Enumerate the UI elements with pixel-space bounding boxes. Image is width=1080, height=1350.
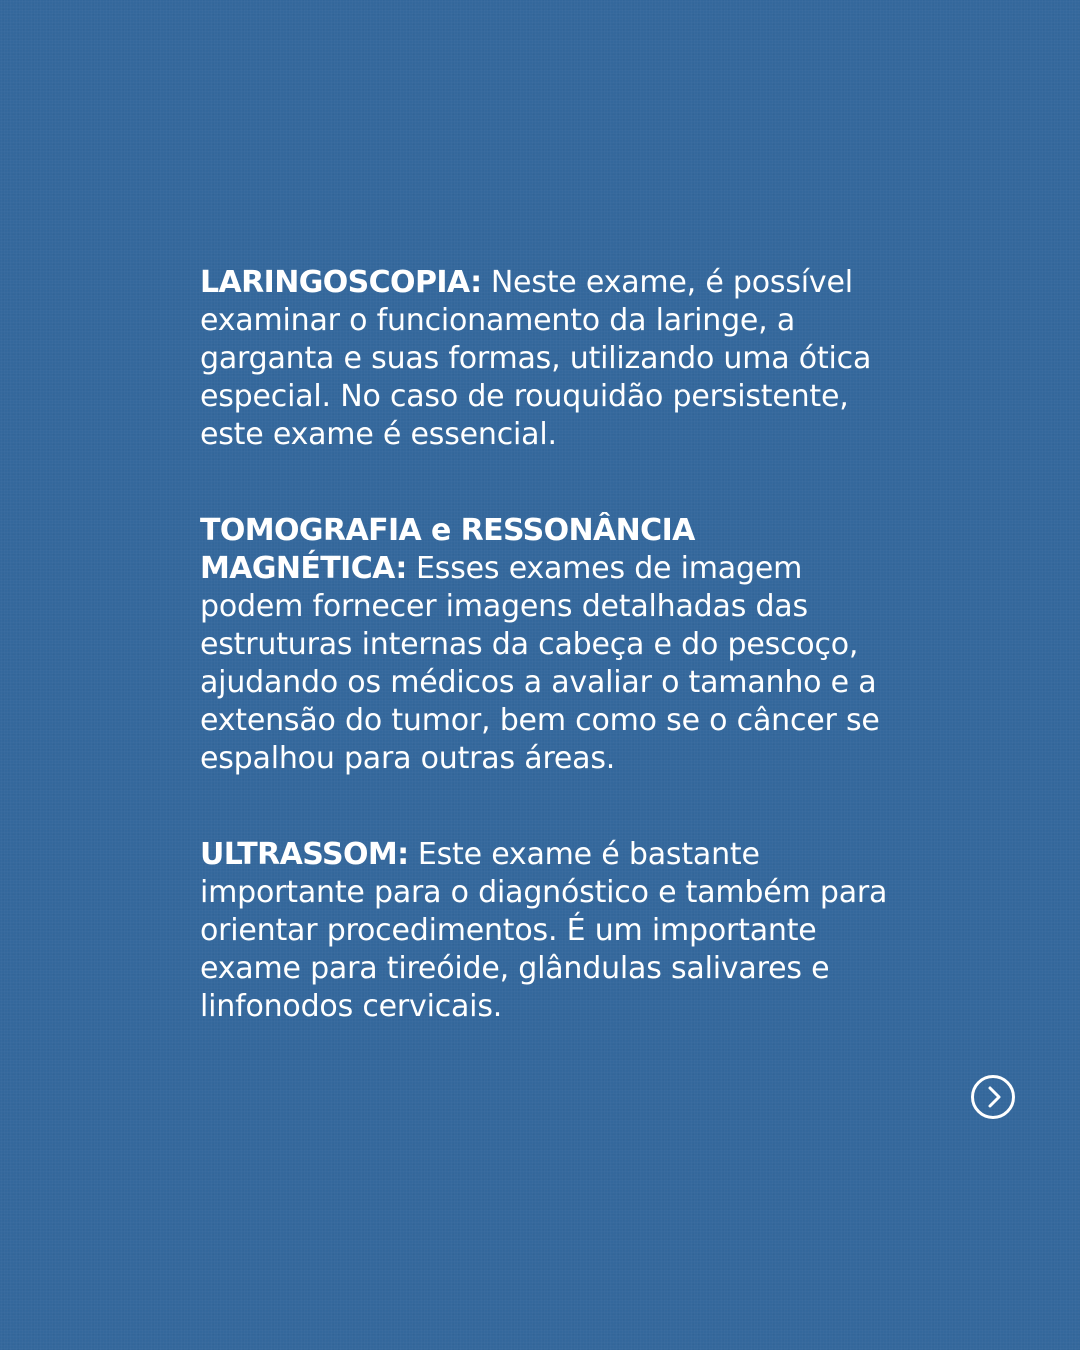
exam-description: Esses exames de imagem podem fornecer imagens detalhadas das estruturas internas da cabeça e do pescoço, ajudando os médicos a avaliar o tamanho e a extensão do tumor, bem como se o câncer se espalhou para outras áreas.	[200, 551, 880, 776]
chevron-right-circle-icon	[970, 1074, 1016, 1120]
exam-tomografia-ressonancia	[200, 512, 890, 778]
exam-ultrassom	[200, 836, 890, 1026]
exam-laringoscopia	[200, 264, 890, 454]
exam-heading: LARINGOSCOPIA:	[200, 265, 482, 300]
exam-heading: ULTRASSOM:	[200, 837, 409, 872]
next-slide-button[interactable]	[970, 1074, 1016, 1120]
exam-description: Neste exame, é possível examinar o funcionamento da laringe, a garganta e suas formas, utilizando uma ótica especial. No caso de rouquidão persistente, este exame é essencial.	[200, 265, 872, 452]
exam-description: Este exame é bastante importante para o diagnóstico e também para orientar procedimentos. É um importante exame para tireóide, glândulas salivares e linfonodos cervicais.	[200, 837, 888, 1024]
exam-heading: TOMOGRAFIA e RESSONÂNCIA MAGNÉTICA:	[200, 513, 695, 586]
exam-list	[200, 264, 890, 1026]
